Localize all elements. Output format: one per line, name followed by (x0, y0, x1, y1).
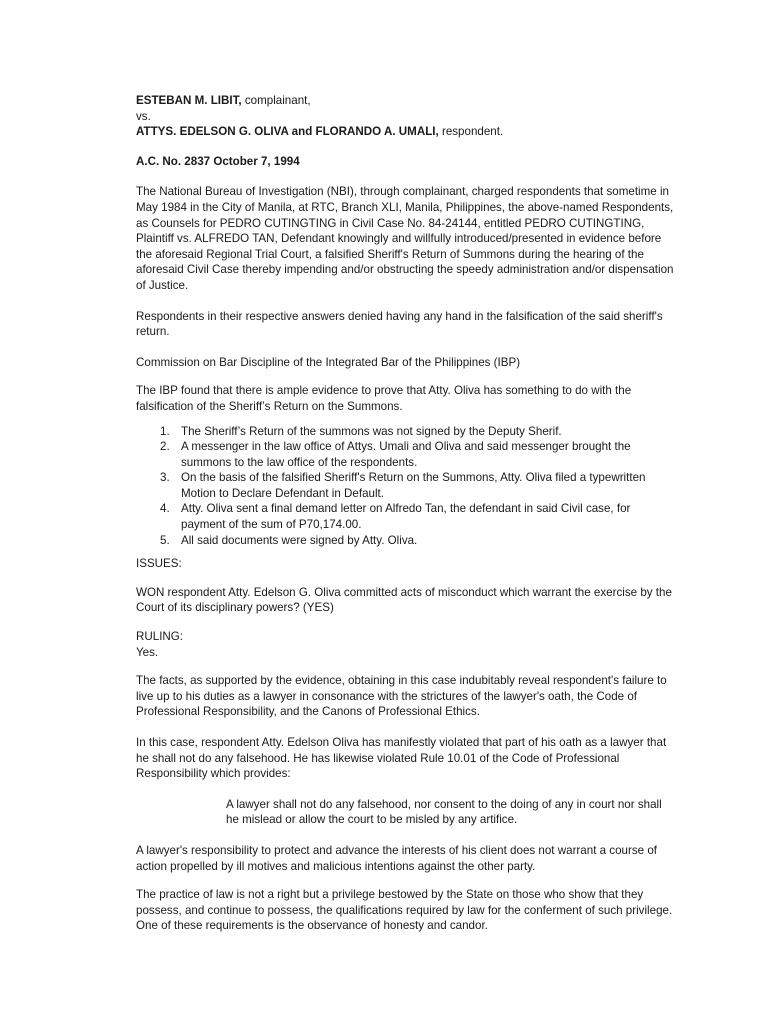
commission-heading: Commission on Bar Discipline of the Integrated Bar of the Philippines (IBP) (136, 355, 521, 369)
ibp-finding-paragraph: The IBP found that there is ample evidence to prove that Atty. Oliva has something to do with the falsification of the Sheriff’s Return on the Summons. (136, 384, 632, 413)
respondent-names: ATTYS. EDELSON G. OLIVA and FLORANDO A. UMALI, (136, 125, 439, 139)
list-item-text: Atty. Oliva sent a final demand letter on Alfredo Tan, the defendant in said Civil case, for payment of the sum of P70,174.00. (181, 502, 631, 532)
denial-paragraph: Respondents in their respective answers denied having any hand in the falsification of the said sheriff's return. (136, 309, 663, 339)
ruling-paragraph-4: The practice of law is not a right but a privilege bestowed by the State on those who show that they possess, and continue to possess, the qualifications required by law for the conferment of such privilege. One of these requirements is the observance of honesty and candor. (136, 888, 673, 933)
list-item-text: All said documents were signed by Atty. Oliva. (181, 533, 418, 547)
findings-list (136, 424, 676, 549)
versus-line: vs. (136, 109, 151, 123)
issues-paragraph: WON respondent Atty. Edelson G. Oliva committed acts of misconduct which warrant the exercise by the Court of its disciplinary powers? (YES) (136, 585, 672, 615)
rule-quote: A lawyer shall not do any falsehood, nor consent to the doing of any in court nor shall he mislead or allow the court to be misled by any artifice. (226, 797, 662, 827)
list-item (136, 439, 676, 470)
complainant-line (136, 93, 676, 109)
list-item-number: 5. (160, 533, 170, 547)
ruling-answer: Yes. (136, 645, 159, 659)
complainant-name: ESTEBAN M. LIBIT, (136, 94, 242, 107)
respondent-role: respondent. (438, 125, 504, 139)
list-item (136, 501, 676, 532)
list-item (136, 533, 676, 549)
list-item (136, 424, 676, 440)
facts-paragraph: The National Bureau of Investigation (NBI), through complainant, charged respondents that sometime in May 1984 in the City of Manila, at RTC, Branch XLI, Manila, Philippines, the above-named Respondents, as Counsels for PEDRO CUTINGTING in Civil Case No. 84-24144, entitled PEDRO CUTINGTING, Plaintiff vs. ALFREDO TAN, Defendant knowingly and willfully introduced/presented in evidence before the aforesaid Regional Trial Court, a falsified Sheriff's Return of Summons during the hearing of the aforesaid Civil Case thereby impending and/or obstructing the speedy administration and/or dispensation of Justice. (136, 185, 674, 292)
list-item-number: 1. (160, 424, 170, 438)
list-item (136, 470, 676, 501)
list-item-number: 4. (160, 502, 170, 516)
list-item-text: On the basis of the falsified Sheriff's Return on the Summons, Atty. Oliva filed a typewritten Motion to Declare Defendant in Default. (181, 471, 646, 500)
respondent-line (136, 124, 676, 140)
ruling-paragraph-2: In this case, respondent Atty. Edelson Oliva has manifestly violated that part of his oath as a lawyer that he shall not do any falsehood. He has likewise violated Rule 10.01 of the Code of Professional Responsibility which provides: (136, 736, 667, 781)
list-item-number: 3. (160, 471, 170, 485)
ruling-paragraph-3: A lawyer's responsibility to protect and advance the interests of his client does not warrant a course of action propelled by ill motives and malicious intentions against the other party. (136, 843, 657, 873)
document-body (136, 93, 676, 934)
ruling-heading: RULING: (136, 630, 184, 644)
issues-heading: ISSUES: (136, 557, 182, 571)
list-item-number: 2. (160, 440, 170, 454)
case-number: A.C. No. 2837 October 7, 1994 (136, 154, 300, 168)
ruling-paragraph-1: The facts, as supported by the evidence, obtaining in this case indubitably reveal respondent's failure to live up to his duties as a lawyer in consonance with the strictures of the lawyer's oath, the Code of Professional Responsibility, and the Canons of Professional Ethics. (136, 674, 667, 719)
list-item-text: A messenger in the law office of Attys. Umali and Oliva and said messenger brought the summons to the law office of the respondents. (181, 440, 631, 469)
list-item-text: The Sheriff’s Return of the summons was not signed by the Deputy Sherif. (181, 424, 562, 438)
complainant-role: complainant, (241, 94, 311, 107)
